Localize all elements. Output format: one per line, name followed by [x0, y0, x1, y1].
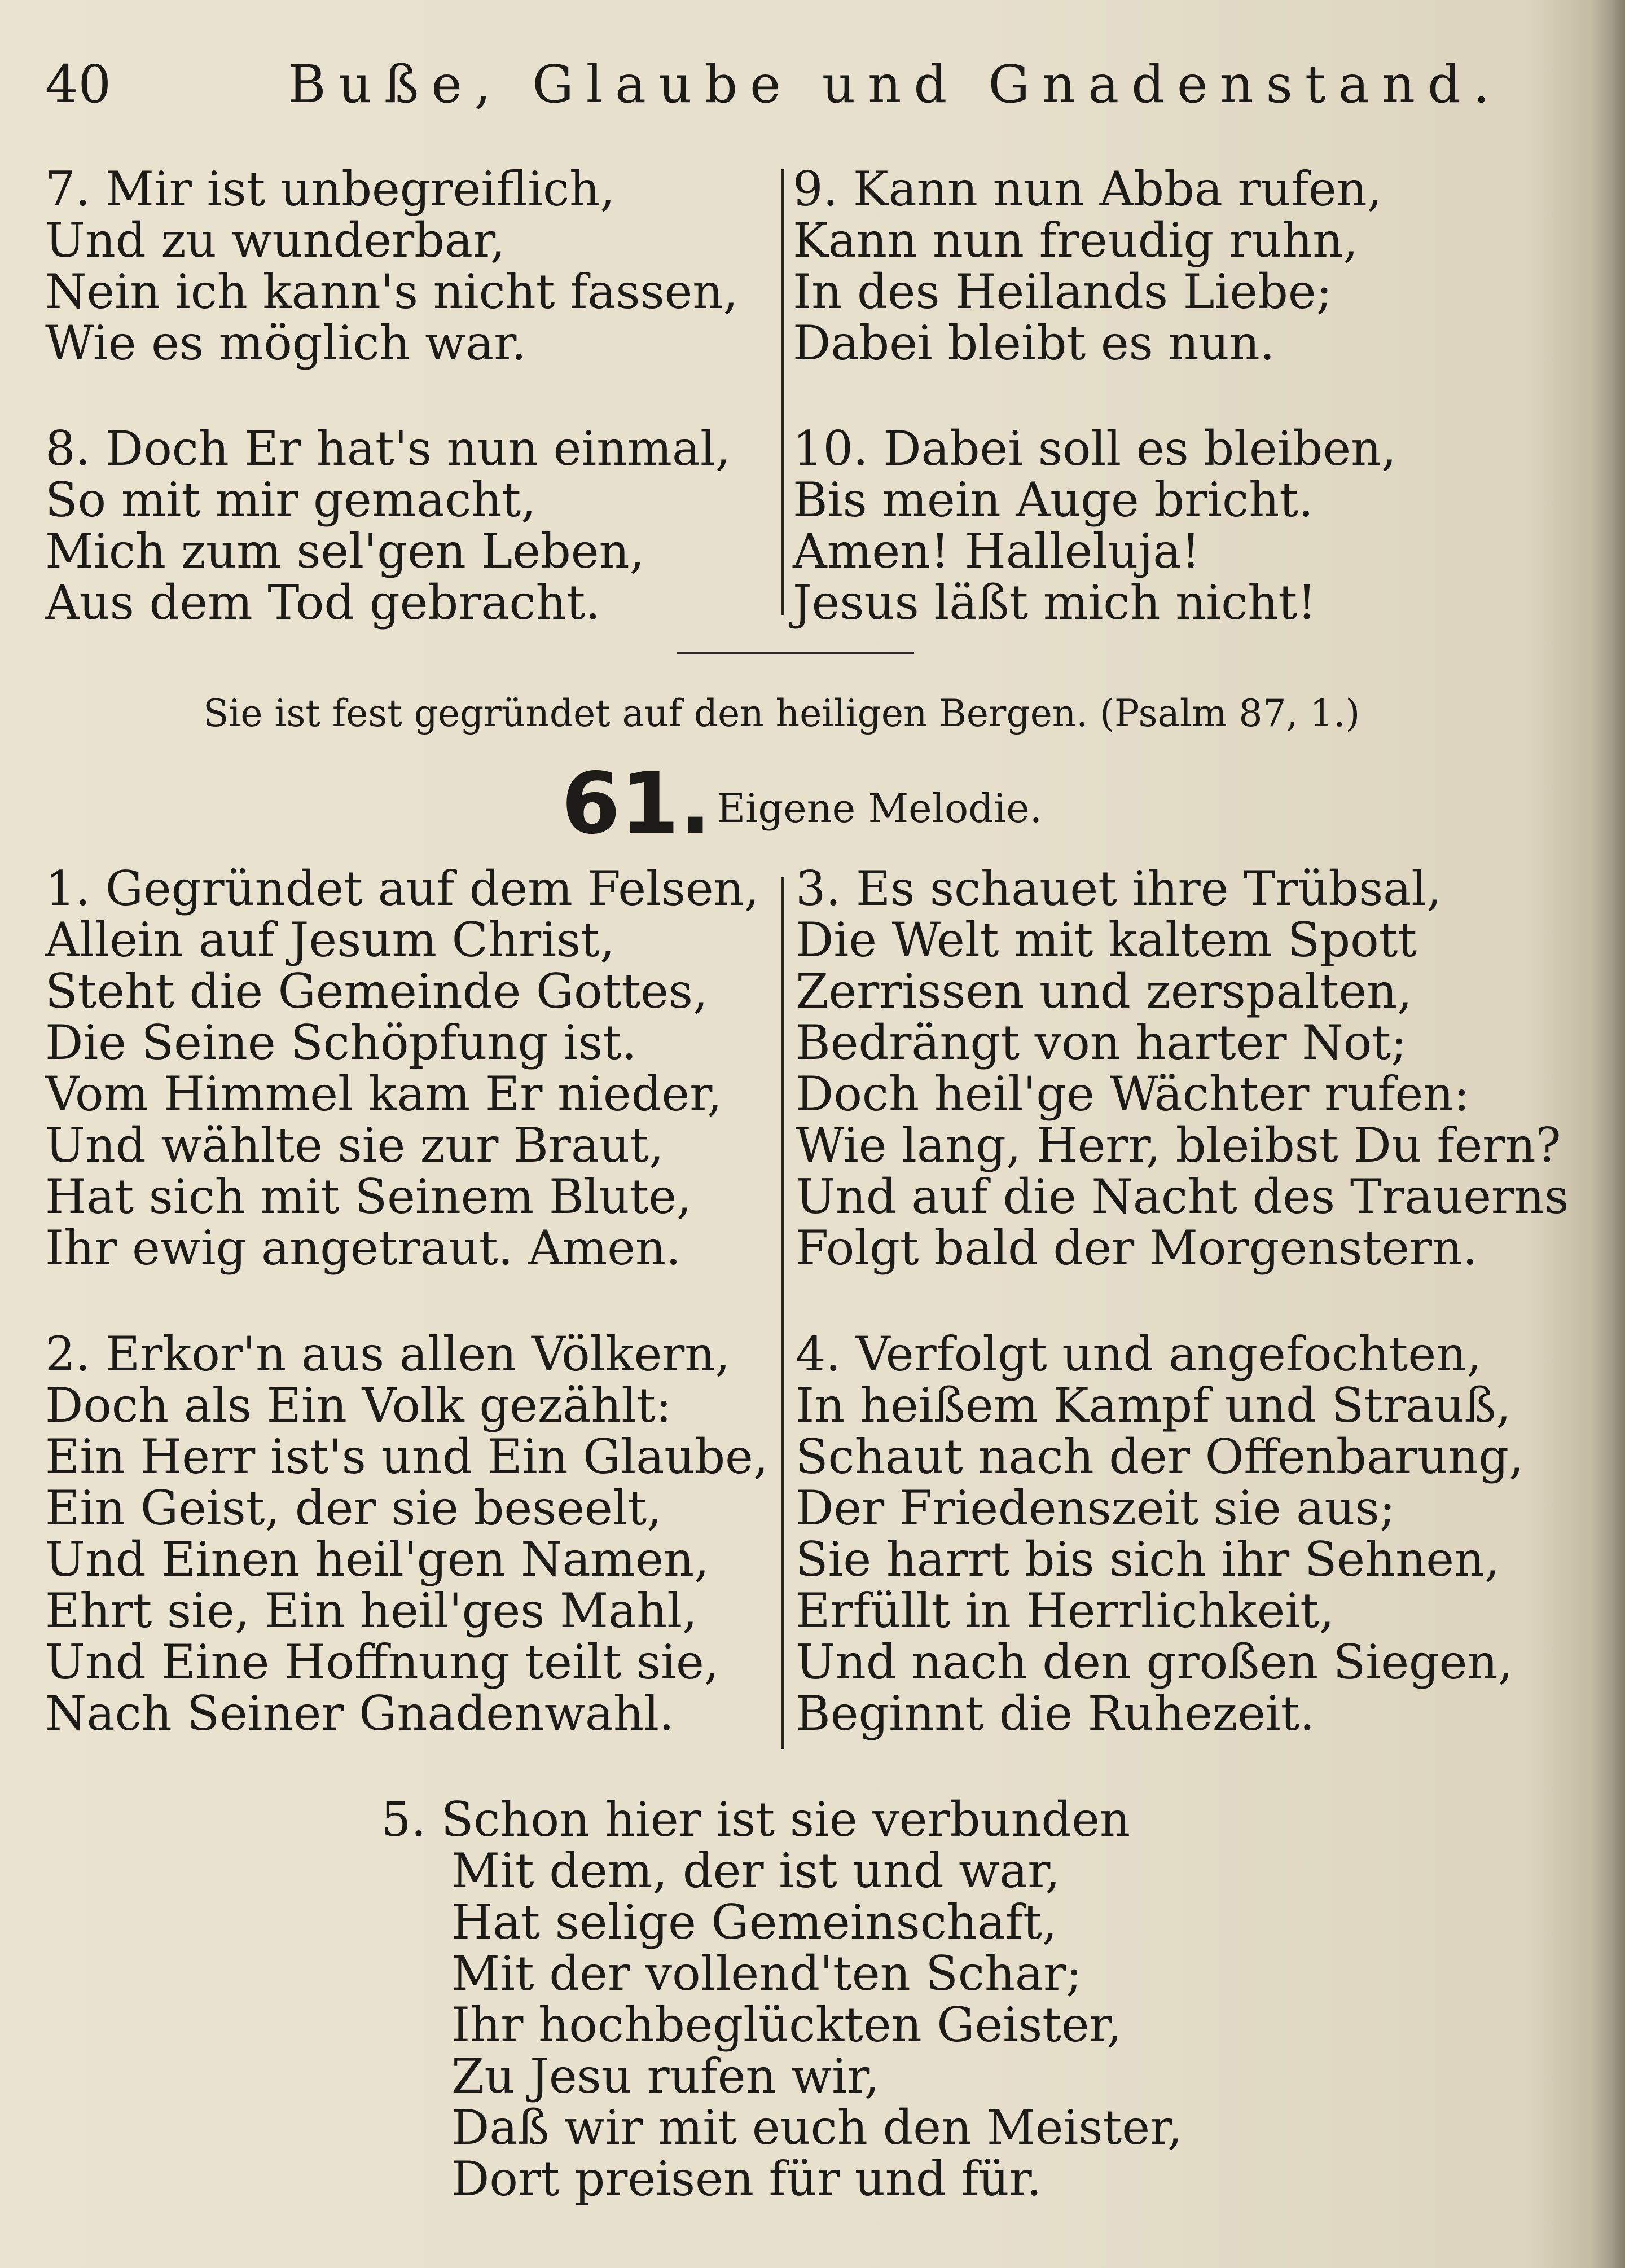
stanza-line: Doch als Ein Volk gezählt:: [45, 1378, 672, 1433]
stanza-line: Und Einen heil'gen Namen,: [45, 1532, 709, 1587]
stanza-line: Ehrt sie, Ein heil'ges Mahl,: [45, 1583, 697, 1638]
column-divider: [781, 169, 784, 615]
stanza-line: Dabei bleibt es nun.: [793, 315, 1275, 371]
stanza-3: [796, 863, 1569, 1274]
stanza-line: Daß wir mit euch den Meister,: [451, 2100, 1183, 2155]
stanza-line: Die Welt mit kaltem Spott: [796, 912, 1417, 968]
stanza-line: Folgt bald der Morgenstern.: [796, 1220, 1478, 1276]
stanza-line: Wie es möglich war.: [45, 315, 526, 371]
stanza-line: 5. Schon hier ist sie verbunden: [381, 1792, 1131, 1847]
stanza-line: Allein auf Jesum Christ,: [45, 912, 615, 968]
stanza-line: 2. Erkor'n aus allen Völkern,: [45, 1326, 731, 1382]
stanza-10: [793, 423, 1396, 628]
hymn-final-stanza: [381, 1794, 1183, 2205]
stanza-line: Steht die Gemeinde Gottes,: [45, 964, 708, 1019]
stanza-line: Ihr hochbeglückten Geister,: [451, 1997, 1122, 2052]
stanza-8: [45, 423, 731, 628]
stanza-line: Hat sich mit Seinem Blute,: [45, 1169, 692, 1224]
stanza-line: Und nach den großen Siegen,: [796, 1634, 1513, 1690]
stanza-2: [45, 1326, 768, 1741]
hymn-right-column: [796, 863, 1569, 1274]
stanza-line: Nein ich kann's nicht fassen,: [45, 264, 739, 319]
stanza-5: [381, 1794, 1183, 2205]
stanza-line: Erfüllt in Herrlichkeit,: [796, 1583, 1334, 1638]
stanza-line: Der Friedenszeit sie aus;: [796, 1480, 1395, 1536]
stanza-line: Die Seine Schöpfung ist.: [45, 1015, 637, 1070]
running-title: Buße, Glaube und Gnadenstand.: [288, 54, 1503, 115]
stanza-line: Doch heil'ge Wächter rufen:: [796, 1066, 1470, 1122]
hymn-left-column-2: [45, 1326, 768, 1741]
stanza-1: [45, 863, 759, 1274]
page-edge-shadow: [1591, 0, 1625, 2268]
stanza-line: Hat selige Gemeinschaft,: [451, 1895, 1057, 1950]
hymn-left-column: [45, 863, 759, 1274]
stanza-line: 9. Kann nun Abba rufen,: [793, 161, 1382, 217]
stanza-line: In heißem Kampf und Strauß,: [796, 1378, 1511, 1433]
stanza-line: Zu Jesu rufen wir,: [451, 2049, 880, 2104]
stanza-line: Amen! Halleluja!: [793, 524, 1201, 579]
hymn-right-column-2: [796, 1326, 1524, 1741]
stanza-7: [45, 161, 739, 371]
column-divider: [781, 877, 784, 1749]
stanza-line: Ihr ewig angetraut. Amen.: [45, 1220, 681, 1276]
previous-hymn-right-column-2: [793, 423, 1396, 628]
previous-hymn-left-column-2: [45, 423, 731, 628]
stanza-line: Dort preisen für und für.: [451, 2151, 1042, 2207]
stanza-line: Mit dem, der ist und war,: [451, 1843, 1060, 1898]
stanza-line: Und auf die Nacht des Trauerns: [796, 1169, 1569, 1224]
hymn-header: [561, 748, 1238, 860]
stanza-line: Und zu wunderbar,: [45, 213, 506, 268]
stanza-line: 10. Dabei soll es bleiben,: [793, 421, 1396, 476]
stanza-line: Schaut nach der Offenbarung,: [796, 1429, 1524, 1484]
page-header: [45, 54, 1503, 116]
stanza-line: Nach Seiner Gnadenwahl.: [45, 1686, 674, 1741]
stanza-line: So mit mir gemacht,: [45, 472, 536, 528]
stanza-line: Und Eine Hoffnung teilt sie,: [45, 1634, 719, 1690]
hymn-number: 61.: [561, 755, 712, 853]
stanza-line: Jesus läßt mich nicht!: [793, 575, 1316, 630]
stanza-line: Aus dem Tod gebracht.: [45, 575, 601, 630]
stanza-line: Sie harrt bis sich ihr Sehnen,: [796, 1532, 1500, 1587]
melody-note: Eigene Melodie.: [717, 785, 1042, 832]
stanza-line: Beginnt die Ruhezeit.: [796, 1686, 1315, 1741]
stanza-line: Kann nun freudig ruhn,: [793, 213, 1359, 268]
stanza-line: Ein Herr ist's und Ein Glaube,: [45, 1429, 768, 1484]
stanza-line: Mich zum sel'gen Leben,: [45, 524, 645, 579]
stanza-9: [793, 161, 1382, 371]
stanza-line: Mit der vollend'ten Schar;: [451, 1946, 1082, 2001]
stanza-line: Und wählte sie zur Braut,: [45, 1118, 664, 1173]
stanza-line: 4. Verfolgt und angefochten,: [796, 1326, 1482, 1382]
stanza-line: Wie lang, Herr, bleibst Du fern?: [796, 1118, 1561, 1173]
section-separator: [677, 652, 914, 654]
stanza-line: 7. Mir ist unbegreiflich,: [45, 161, 615, 217]
stanza-line: 8. Doch Er hat's nun einmal,: [45, 421, 731, 476]
stanza-line: Bis mein Auge bricht.: [793, 472, 1314, 528]
stanza-line: Bedrängt von harter Not;: [796, 1015, 1407, 1070]
previous-hymn-left-column: [45, 161, 739, 371]
stanza-line: Vom Himmel kam Er nieder,: [45, 1066, 722, 1122]
epigraph: Sie ist fest gegründet auf den heiligen Bergen. (Psalm 87, 1.): [203, 692, 1360, 735]
stanza-line: 1. Gegründet auf dem Felsen,: [45, 861, 759, 916]
stanza-4: [796, 1326, 1524, 1741]
stanza-line: In des Heilands Liebe;: [793, 264, 1332, 319]
stanza-line: Ein Geist, der sie beseelt,: [45, 1480, 662, 1536]
page-number: 40: [45, 54, 112, 115]
stanza-line: 3. Es schauet ihre Trübsal,: [796, 861, 1442, 916]
previous-hymn-right-column: [793, 161, 1382, 371]
stanza-line: Zerrissen und zerspalten,: [796, 964, 1412, 1019]
